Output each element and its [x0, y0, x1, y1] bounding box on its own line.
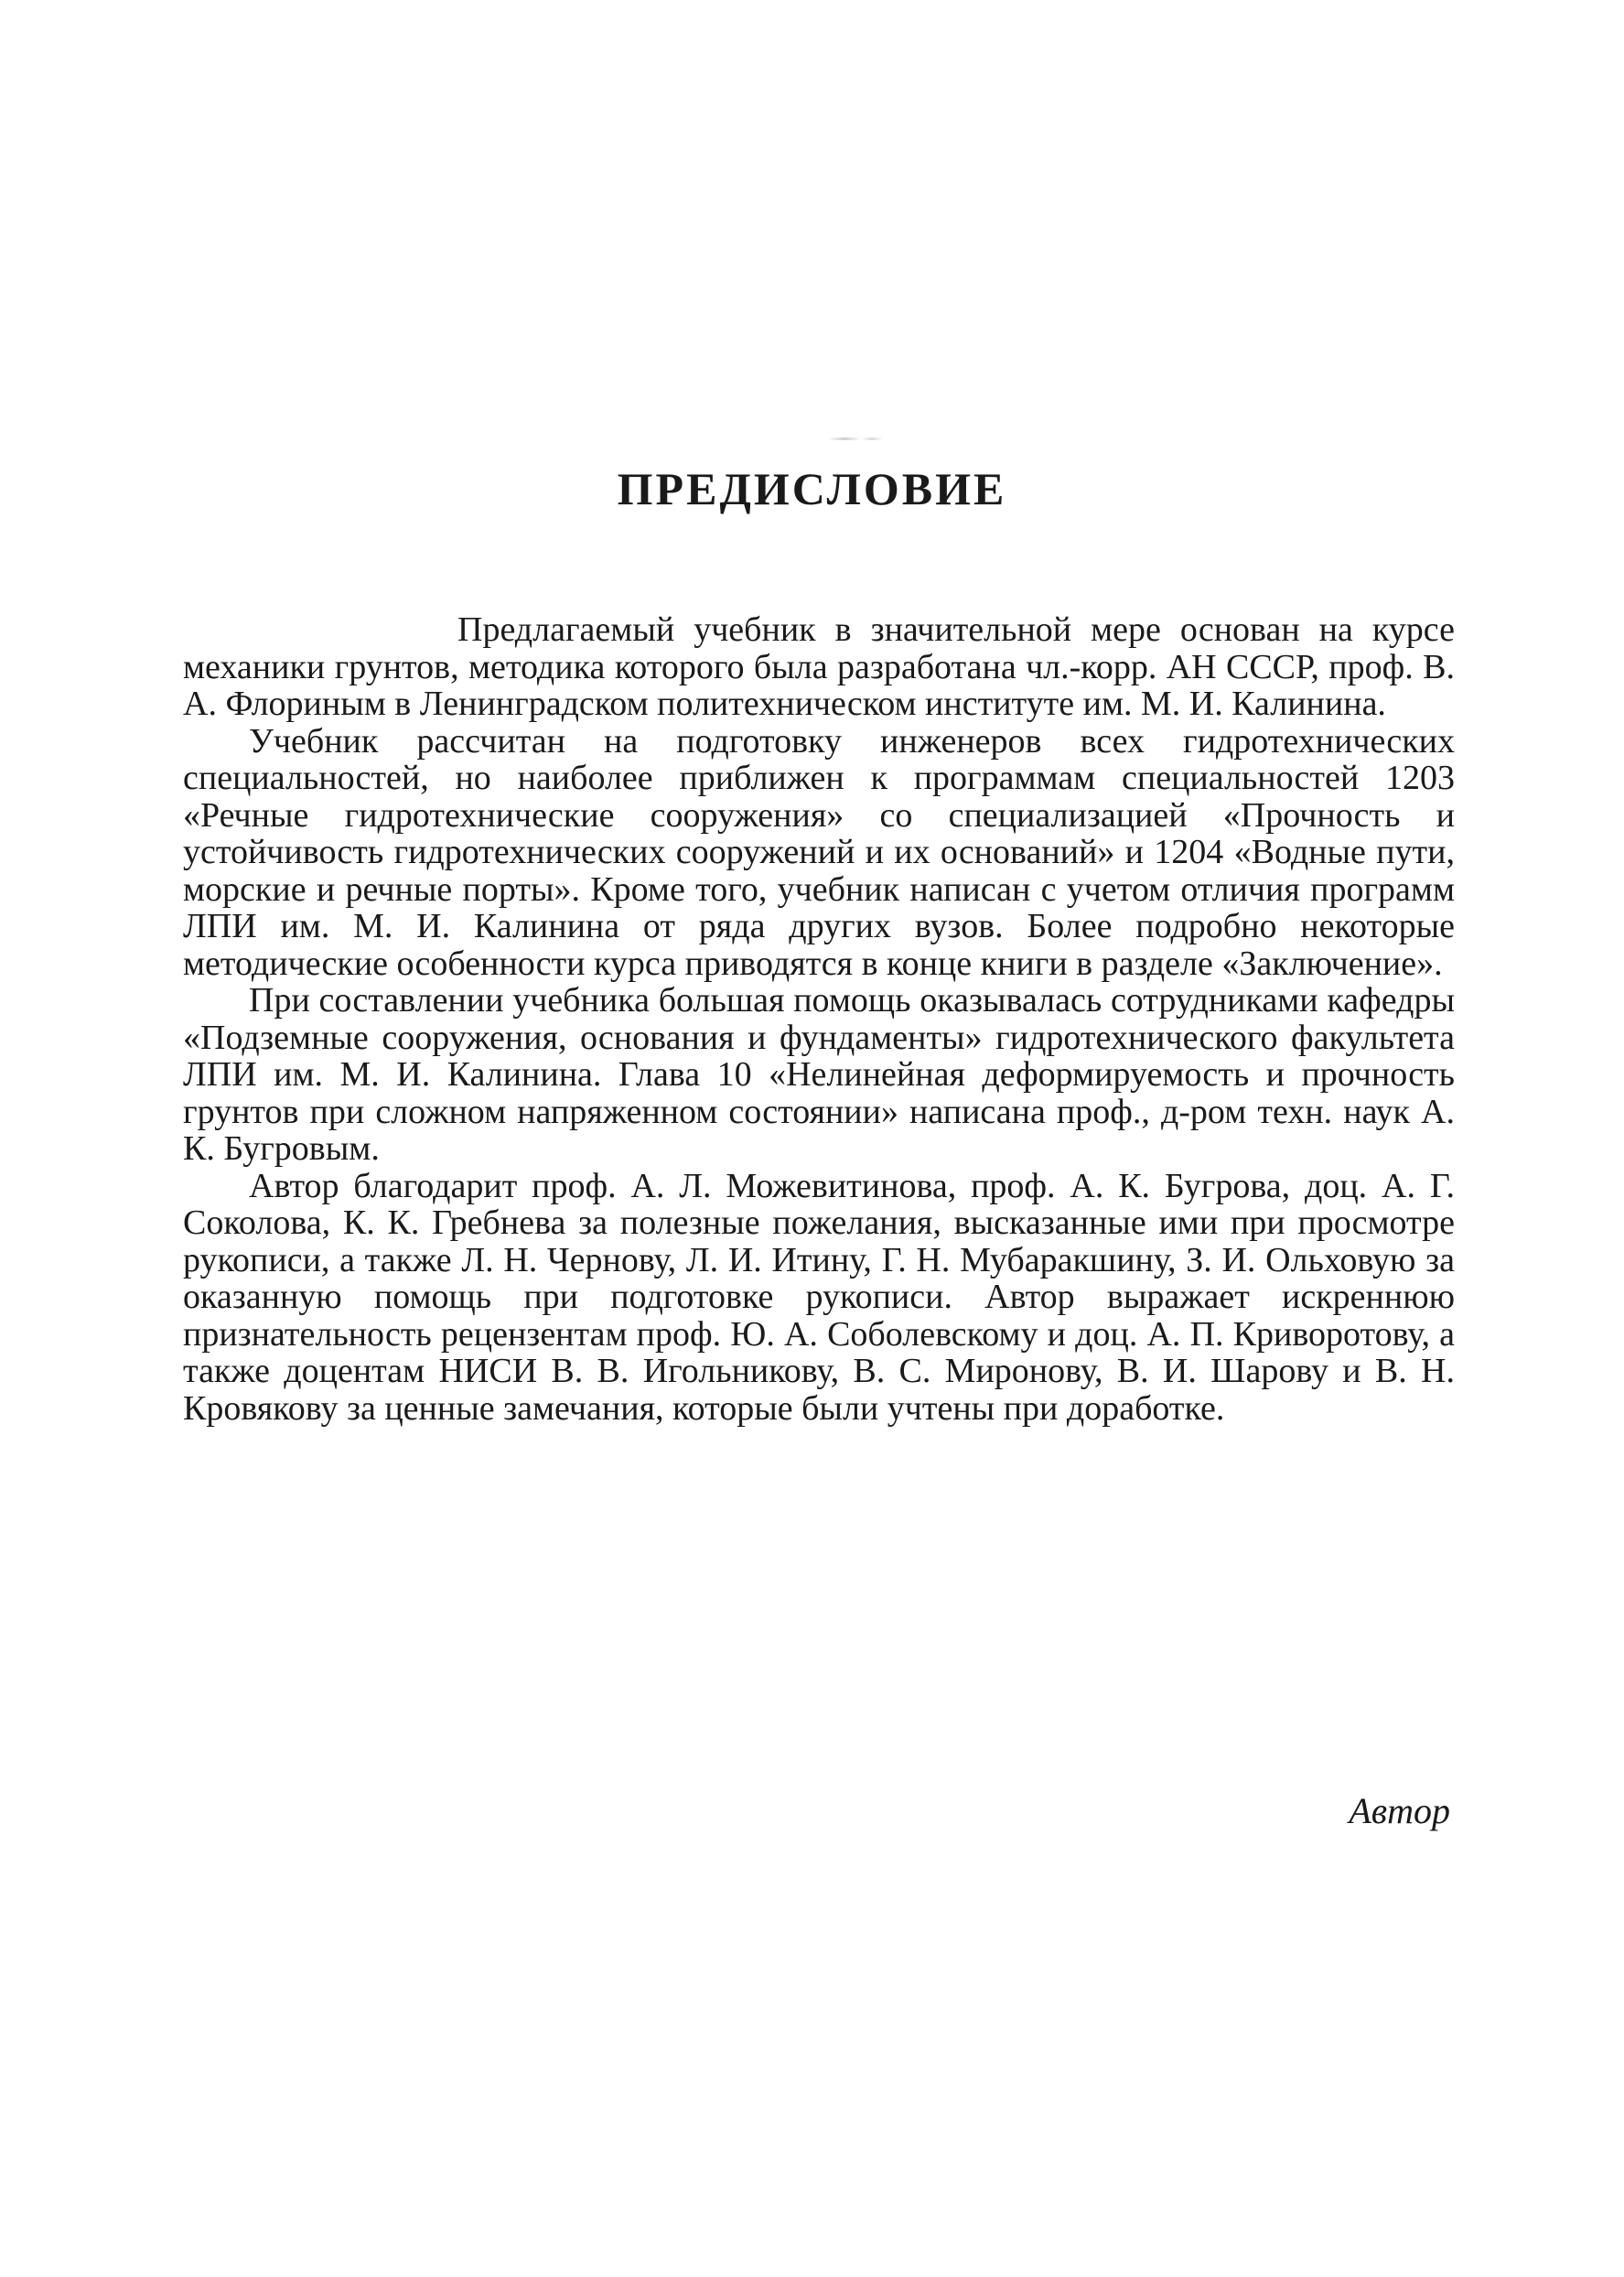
page-title: ПРЕДИСЛОВИЕ — [617, 463, 1007, 514]
paragraph-1: Предлагаемый учебник в значительной мере основан на курсе механики грунтов, методика которого была разработана чл.-корр. АН СССР, проф. В. А. Флориным в Ленинградском политехническом институте им. М. И. Калинина. — [183, 610, 1455, 723]
preface-body — [183, 611, 1455, 1427]
paragraph-3: При составлении учебника большая помощь оказывалась сотрудниками кафедры «Подземные сооружения, основания и фундаменты» гидротехнического факультета ЛПИ им. М. И. Калинина. Глава 10 «Нелинейная деформируемость и прочность грунтов при сложном напряженном состоянии» написана проф., д-ром техн. наук А. К. Бугровым. — [183, 981, 1455, 1168]
scan-speck — [828, 437, 883, 440]
paragraph-2: Учебник рассчитан на подготовку инженеров всех гидротехнических специальностей, но наиболее приближен к программам специальностей 1203 «Речные гидротехнические сооружения» со специализацией «Прочность и устойчивость гидротехнических сооружений и их оснований» и 1204 «Водные пути, морские и речные порты». Кроме того, учебник написан с учетом отличия программ ЛПИ им. М. И. Калинина от ряда других вузов. Более подробно некоторые методические особенности курса приводятся в конце книги в разделе «Заключение». — [183, 721, 1455, 983]
author-signature: Автор — [1349, 1790, 1450, 1831]
paragraph-4: Автор благодарит проф. А. Л. Можевитинова, проф. А. К. Бугрова, доц. А. Г. Соколова, К. К. Гребнева за полезные пожелания, высказанные ими при просмотре рукописи, а также Л. Н. Чернову, Л. И. Итину, Г. Н. Мубаракшину, З. И. Ольховую за оказанную помощь при подготовке рукописи. Автор выражает искреннюю признательность рецензентам проф. Ю. А. Соболевскому и доц. А. П. Криворотову, а также доцентам НИСИ В. В. Игольникову, В. С. Миронову, В. И. Шарову и В. Н. Кровякову за ценные замечания, которые были учтены при доработке. — [183, 1166, 1455, 1428]
